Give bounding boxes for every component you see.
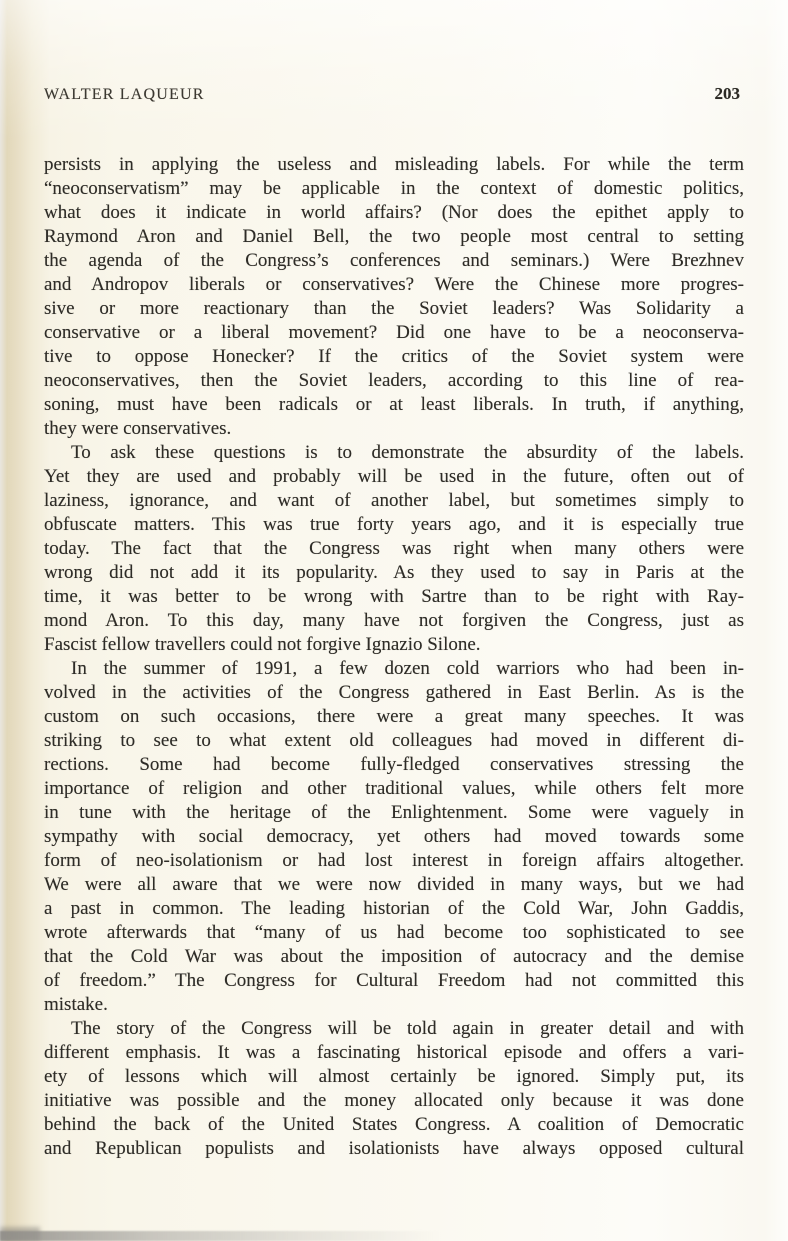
text-line: “neoconservatism” may be applicable in the context of domestic politics, [44, 178, 744, 199]
page-number: 203 [714, 84, 740, 103]
page-bottom-edge-shadow [0, 1231, 441, 1241]
text-line: To ask these questions is to demonstrate the absurdity of the labels. [71, 442, 744, 463]
text-line: custom on such occasions, there were a great many speeches. It was [44, 706, 744, 727]
text-line: form of neo-isolationism or had lost interest in foreign affairs altogether. [44, 850, 744, 871]
text-line: neoconservatives, then the Soviet leaders, according to this line of rea- [44, 370, 744, 391]
text-line: tive to oppose Honecker? If the critics of the Soviet system were [44, 346, 744, 367]
text-line: and Republican populists and isolationists have always opposed cultural [44, 1138, 744, 1159]
text-line: striking to see to what extent old colleagues had moved in different di- [44, 730, 744, 751]
text-line: Raymond Aron and Daniel Bell, the two people most central to setting [44, 226, 744, 247]
text-line: wrote afterwards that “many of us had become too sophisticated to see [44, 922, 744, 943]
text-line: today. The fact that the Congress was right when many others were [44, 538, 744, 559]
text-line: behind the back of the United States Congress. A coalition of Democratic [44, 1114, 744, 1135]
text-line: of freedom.” The Congress for Cultural Freedom had not committed this [44, 970, 744, 991]
text-line: ety of lessons which will almost certainly be ignored. Simply put, its [44, 1066, 744, 1087]
text-line: sympathy with social democracy, yet others had moved towards some [44, 826, 744, 847]
text-line: In the summer of 1991, a few dozen cold warriors who had been in- [71, 658, 744, 679]
text-body [44, 153, 744, 1161]
text-line: in tune with the heritage of the Enlightenment. Some were vaguely in [44, 802, 744, 823]
text-line: different emphasis. It was a fascinating historical episode and offers a vari- [44, 1042, 744, 1063]
text-line: and Andropov liberals or conservatives? Were the Chinese more progres- [44, 274, 744, 295]
text-line: The story of the Congress will be told again in greater detail and with [71, 1018, 744, 1039]
text-line: Fascist fellow travellers could not forgive Ignazio Silone. [44, 634, 481, 655]
text-line: obfuscate matters. This was true forty years ago, and it is especially true [44, 514, 744, 535]
text-line: wrong did not add it its popularity. As they used to say in Paris at the [44, 562, 744, 583]
text-line: time, it was better to be wrong with Sartre than to be right with Ray- [44, 586, 744, 607]
text-line: they were conservatives. [44, 418, 232, 439]
text-line: a past in common. The leading historian of the Cold War, John Gaddis, [44, 898, 744, 919]
text-line: conservative or a liberal movement? Did one have to be a neoconserva- [44, 322, 744, 343]
text-line: volved in the activities of the Congress gathered in East Berlin. As is the [44, 682, 744, 703]
text-line: initiative was possible and the money allocated only because it was done [44, 1090, 744, 1111]
text-line: the agenda of the Congress’s conferences and seminars.) Were Brezhnev [44, 250, 744, 271]
text-line: rections. Some had become fully-fledged conservatives stressing the [44, 754, 744, 775]
running-head-author: WALTER LAQUEUR [44, 86, 205, 103]
text-line: mistake. [44, 994, 108, 1015]
text-line: Yet they are used and probably will be used in the future, often out of [44, 466, 744, 487]
text-line: what does it indicate in world affairs? (Nor does the epithet apply to [44, 202, 744, 223]
running-header [44, 84, 740, 104]
text-line: that the Cold War was about the imposition of autocracy and the demise [44, 946, 744, 967]
text-line: mond Aron. To this day, many have not forgiven the Congress, just as [44, 610, 744, 631]
text-line: laziness, ignorance, and want of another label, but sometimes simply to [44, 490, 744, 511]
text-line: persists in applying the useless and misleading labels. For while the term [44, 154, 744, 175]
text-line: sive or more reactionary than the Soviet leaders? Was Solidarity a [44, 298, 744, 319]
text-line: importance of religion and other traditional values, while others felt more [44, 778, 744, 799]
text-line: soning, must have been radicals or at least liberals. In truth, if anything, [44, 394, 744, 415]
text-line: We were all aware that we were now divided in many ways, but we had [44, 874, 744, 895]
